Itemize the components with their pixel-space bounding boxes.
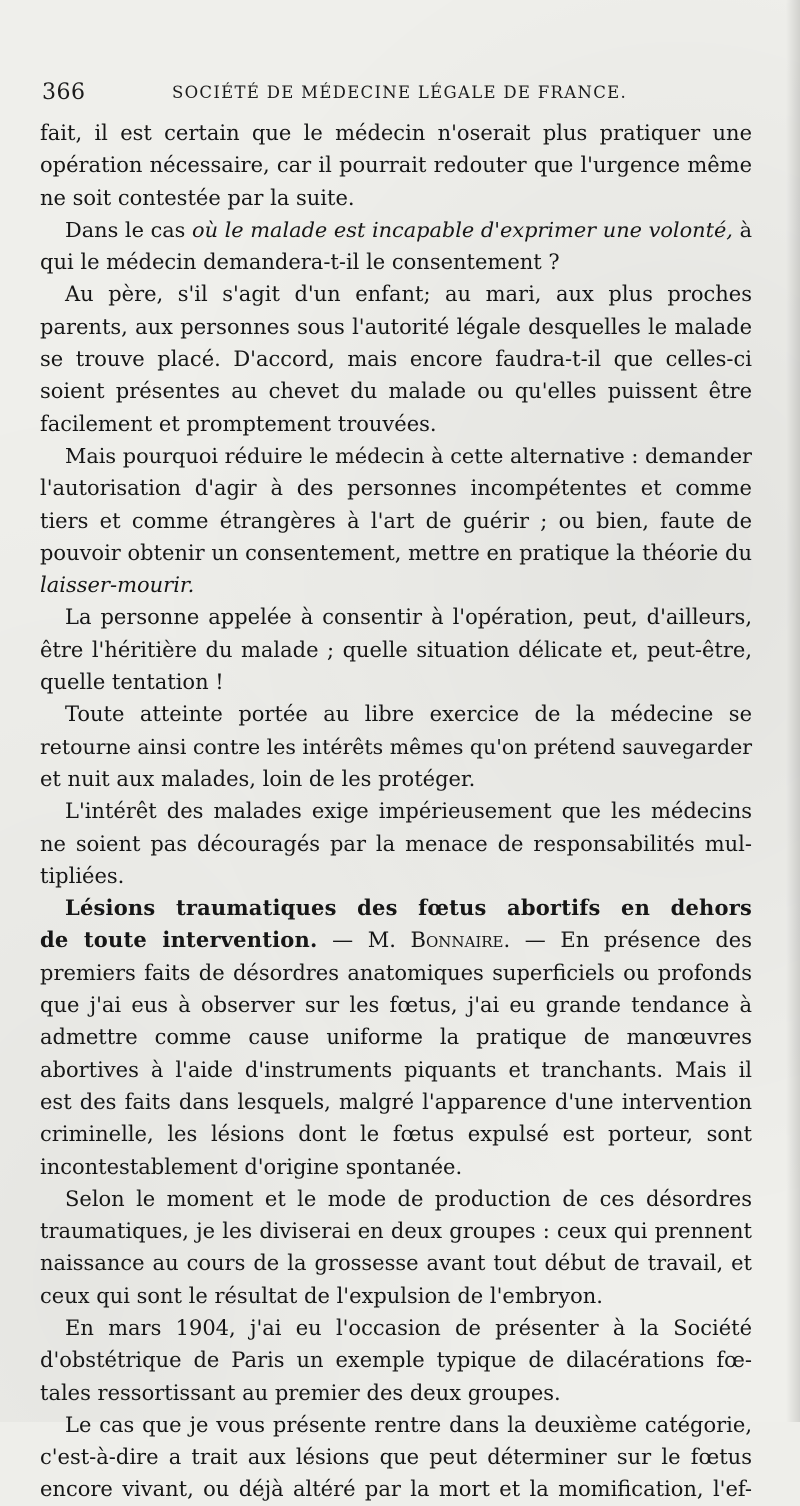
text-run: fait, il est certain que le médecin n'oserait plus pratiquer une [40,121,752,145]
text-run: où le malade est incapable d'exprimer une volonté, [192,217,733,242]
text-line [40,1021,752,1053]
text-line [40,957,752,989]
text-run: tiers et comme étrangères à l'art de guérir ; ou bien, faute de [40,508,752,533]
text-run: l'autorisation d'agir à des personnes incompétentes et comme [40,476,752,501]
text-run: à [732,217,753,242]
text-run: quelle tentation ! [40,670,224,695]
text-run: criminelle, les lésions dont le fœtus expulsé est porteur, sont [40,1122,752,1147]
text-line [40,246,752,278]
text-run: ne soit contestée par la suite. [40,185,355,210]
text-run: La personne appelée à consentir à l'opération, peut, d'ailleurs, [65,605,752,630]
text-run: être l'héritière du malade ; quelle situation délicate et, peut-être, [40,637,752,662]
text-line [40,182,752,214]
text-run: encore vivant, ou déjà altéré par la mort et la momification, l'ef- [40,1477,752,1502]
text-run: Bonnaire [410,928,504,953]
text-run: Toute atteinte portée au libre exercice de la médecine se [65,702,752,727]
text-run: est des faits dans lesquels, malgré l'apparence d'une intervention [40,1089,752,1114]
text-line [40,666,752,698]
text-run: se trouve placé. D'accord, mais encore faudra-t-il que celles-ci [40,347,752,372]
text-line [40,698,752,730]
text-run: Lésions traumatiques des fœtus abortifs en dehors [65,895,752,921]
text-line [40,569,752,601]
text-line [40,1377,752,1409]
text-run: soient présentes au chevet du malade ou qu'elles puissent être [40,379,752,404]
text-line [40,375,752,407]
text-line [40,1280,752,1312]
text-line [40,117,752,149]
text-line [40,1183,752,1215]
text-run: traumatiques, je les diviserai en deux groupes : ceux qui prennent [40,1219,752,1244]
text-line [40,1344,752,1376]
text-line [40,1312,752,1344]
text-line [40,989,752,1021]
text-line [40,828,752,860]
text-run: retourne ainsi contre les intérêts mêmes qu'on prétend sauvegarder [40,734,753,759]
text-line [40,1118,752,1150]
text-run: de toute intervention. [40,927,318,953]
text-line [40,408,752,440]
text-run: Au père, s'il s'agit d'un enfant; au mari, aux plus proches [65,282,752,307]
text-line [40,149,752,181]
text-run: premiers faits de désordres anatomiques superficiels ou profonds [40,960,752,985]
text-line [40,311,752,343]
text-run: — M. [317,928,411,953]
text-run: laisser-mourir. [40,573,195,598]
running-header [42,80,762,110]
text-line [40,1054,752,1086]
text-run: Selon le moment et le mode de production de ces désordres [65,1186,752,1211]
text-line [40,440,752,472]
text-run: En mars 1904, j'ai eu l'occasion de présenter à la Société [65,1315,752,1340]
text-line [40,1409,752,1441]
text-line [40,763,752,795]
page-edge-shadow [786,0,800,1422]
text-line [40,343,752,375]
text-line [40,634,752,666]
text-line [40,860,752,892]
text-line [40,1151,752,1183]
text-run: naissance au cours de la grossesse avant tout début de travail, et [40,1251,752,1276]
page-number: 366 [42,80,86,105]
text-run: et nuit aux malades, loin de les protéger. [40,766,476,791]
text-line [40,278,752,310]
text-line [40,892,752,924]
text-run: que j'ai eus à observer sur les fœtus, j'ai eu grande tendance à [40,993,752,1018]
text-run: incontestablement d'origine spontanée. [40,1154,463,1179]
text-line [40,1441,752,1473]
text-line [40,1473,752,1505]
text-line [40,1215,752,1247]
text-run: admettre comme cause uniforme la pratique de manœuvres [40,1025,752,1050]
text-line [40,1086,752,1118]
text-run: ne soient pas découragés par la menace de responsabilités mul- [40,831,752,856]
text-run: pouvoir obtenir un consentement, mettre en pratique la théorie du [40,540,752,565]
text-run: . — En présence des [503,928,752,953]
text-run: qui le médecin demandera-t-il le consentement ? [40,250,560,275]
text-line [40,472,752,504]
text-line [40,1247,752,1279]
text-line [40,601,752,633]
text-run: tipliées. [40,863,125,888]
text-line [40,505,752,537]
text-run: Le cas que je vous présente rentre dans la deuxième catégorie, [65,1412,752,1437]
text-run: facilement et promptement trouvées. [40,411,437,436]
text-run: ceux qui sont le résultat de l'expulsion de l'embryon. [40,1283,603,1308]
text-line [40,924,752,956]
text-line [40,731,752,763]
text-run: parents, aux personnes sous l'autorité légale desquelles le malade [40,314,752,339]
text-run: L'intérêt des malades exige impérieusement que les médecins [65,799,752,824]
text-line [40,214,752,246]
running-title: SOCIÉTÉ DE MÉDECINE LÉGALE DE FRANCE. [172,83,628,102]
text-line [40,795,752,827]
text-run: d'obstétrique de Paris un exemple typique de dilacérations fœ- [40,1348,752,1373]
text-line [40,537,752,569]
body-text [40,117,752,1506]
text-run: Mais pourquoi réduire le médecin à cette alternative : demander [65,443,752,468]
text-run: tales ressortissant au premier des deux groupes. [40,1380,561,1405]
text-run: opération nécessaire, car il pourrait redouter que l'urgence même [40,153,752,178]
text-run: Dans le cas [65,217,193,242]
text-run: c'est-à-dire a trait aux lésions que peut déterminer sur le fœtus [40,1445,752,1470]
text-run: abortives à l'aide d'instruments piquants et tranchants. Mais il [40,1057,752,1082]
